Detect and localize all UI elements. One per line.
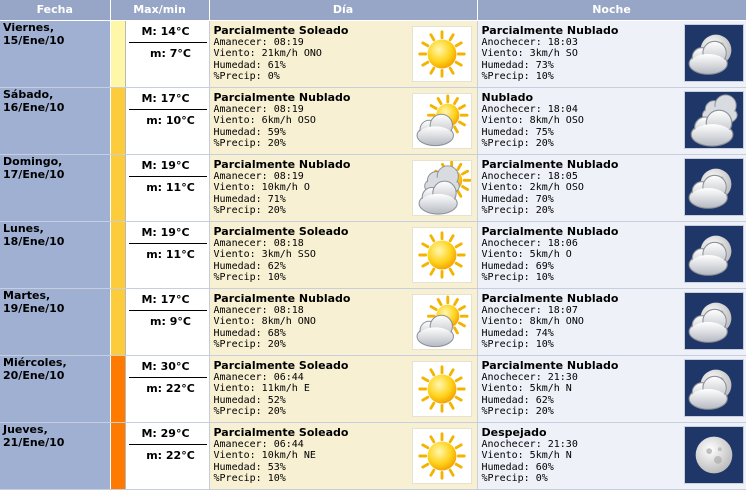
night-cell (477, 154, 746, 221)
sunrise: Amanecer: 06:44 (213, 371, 304, 383)
sunset: Anochecer: 18:07 (481, 304, 578, 316)
night-precip: %Precip: 20% (481, 205, 554, 216)
day-name: Sábado, (3, 87, 54, 101)
day-wind: Viento: 10km/h O (213, 182, 310, 193)
night-wind: Viento: 5km/h O (481, 249, 572, 260)
day-cell (209, 20, 477, 87)
temperature-color-bar (111, 88, 126, 154)
day-humidity: Humedad: 61% (213, 59, 286, 71)
night-cell (477, 355, 746, 422)
day-wind: Viento: 10km/h NE (213, 450, 316, 461)
temperature-color-bar (111, 423, 126, 489)
date-cell (0, 288, 110, 355)
night-wind: Viento: 8km/h ONO (481, 316, 584, 327)
night-humidity: Humedad: 62% (481, 394, 554, 406)
sunset: Anochecer: 21:30 (481, 438, 578, 450)
night-condition: Parcialmente Nublado (481, 224, 619, 238)
day-name: Miércoles, (3, 355, 67, 369)
min-temp: m: 9°C (150, 314, 191, 328)
day-condition: Parcialmente Soleado (213, 425, 349, 439)
max-temp: M: 14°C (129, 21, 207, 43)
moon-cloud-icon (684, 292, 744, 350)
header-day: Día (209, 0, 477, 20)
temperature-bar-cell (110, 422, 126, 489)
max-temp: M: 19°C (129, 222, 207, 244)
night-humidity: Humedad: 70% (481, 193, 554, 205)
night-cell (477, 422, 746, 489)
sunrise: Amanecer: 08:18 (213, 237, 304, 249)
forecast-row (0, 221, 746, 288)
night-humidity: Humedad: 60% (481, 461, 554, 473)
forecast-row (0, 154, 746, 221)
sun-icon (412, 361, 472, 417)
forecast-row (0, 20, 746, 87)
day-name: Viernes, (3, 20, 54, 34)
night-precip: %Precip: 10% (481, 272, 554, 283)
date-cell (0, 221, 110, 288)
night-condition: Nublado (481, 90, 534, 104)
day-condition: Parcialmente Soleado (213, 23, 349, 37)
min-temp: m: 22°C (146, 381, 195, 395)
sunrise: Amanecer: 08:19 (213, 36, 304, 48)
day-name: Jueves, (3, 422, 48, 436)
day-wind: Viento: 21km/h ONO (213, 48, 322, 59)
date-label: 18/Ene/10 (3, 234, 65, 248)
min-temp: m: 22°C (146, 448, 195, 462)
day-condition: Parcialmente Soleado (213, 358, 349, 372)
sun-icon (412, 227, 472, 283)
date-label: 21/Ene/10 (3, 435, 65, 449)
day-humidity: Humedad: 53% (213, 461, 286, 473)
forecast-row (0, 87, 746, 154)
temperature-color-bar (111, 222, 126, 288)
date-label: 15/Ene/10 (3, 33, 65, 47)
header-temps: Max/min (110, 0, 209, 20)
date-label: 17/Ene/10 (3, 167, 65, 181)
day-cell (209, 422, 477, 489)
night-precip: %Precip: 20% (481, 406, 554, 417)
moon-cloud-icon (684, 359, 744, 417)
night-wind: Viento: 3km/h SO (481, 48, 578, 59)
night-condition: Parcialmente Nublado (481, 157, 619, 171)
temperature-bar-cell (110, 288, 126, 355)
temperature-color-bar (111, 289, 126, 355)
sunrise: Amanecer: 08:18 (213, 304, 304, 316)
night-humidity: Humedad: 74% (481, 327, 554, 339)
temps-cell (126, 422, 209, 489)
day-name: Lunes, (3, 221, 44, 235)
date-cell (0, 154, 110, 221)
night-wind: Viento: 8km/h OSO (481, 115, 584, 126)
temps-cell (126, 20, 209, 87)
night-precip: %Precip: 10% (481, 339, 554, 350)
night-condition: Parcialmente Nublado (481, 291, 619, 305)
header-night: Noche (477, 0, 746, 20)
night-humidity: Humedad: 69% (481, 260, 554, 272)
header-date: Fecha (0, 0, 110, 20)
day-precip: %Precip: 10% (213, 473, 286, 484)
night-wind: Viento: 5km/h N (481, 450, 572, 461)
min-temp: m: 11°C (146, 180, 195, 194)
day-condition: Parcialmente Nublado (213, 90, 351, 104)
sun-cloud-icon (412, 93, 472, 149)
night-wind: Viento: 5km/h N (481, 383, 572, 394)
night-cell (477, 20, 746, 87)
sunrise: Amanecer: 08:19 (213, 170, 304, 182)
day-humidity: Humedad: 62% (213, 260, 286, 272)
temps-cell (126, 221, 209, 288)
temps-cell (126, 87, 209, 154)
night-precip: %Precip: 20% (481, 138, 554, 149)
date-label: 20/Ene/10 (3, 368, 65, 382)
day-precip: %Precip: 20% (213, 138, 286, 149)
day-name: Martes, (3, 288, 51, 302)
sunset: Anochecer: 18:04 (481, 103, 578, 115)
day-wind: Viento: 8km/h ONO (213, 316, 316, 327)
night-humidity: Humedad: 73% (481, 59, 554, 71)
sun-icon (412, 26, 472, 82)
day-precip: %Precip: 20% (213, 205, 286, 216)
sun-cloud-icon (412, 294, 472, 350)
temps-cell (126, 355, 209, 422)
day-wind: Viento: 6km/h OSO (213, 115, 316, 126)
max-temp: M: 29°C (129, 423, 207, 445)
day-condition: Parcialmente Soleado (213, 224, 349, 238)
cloud-sun-icon (412, 160, 472, 216)
night-condition: Parcialmente Nublado (481, 23, 619, 37)
night-humidity: Humedad: 75% (481, 126, 554, 138)
day-humidity: Humedad: 52% (213, 394, 286, 406)
temperature-bar-cell (110, 87, 126, 154)
date-cell (0, 20, 110, 87)
day-wind: Viento: 11km/h E (213, 383, 310, 394)
night-cell (477, 288, 746, 355)
temps-cell (126, 288, 209, 355)
temperature-bar-cell (110, 20, 126, 87)
max-temp: M: 19°C (129, 155, 207, 177)
moon-icon (684, 426, 744, 484)
date-label: 19/Ene/10 (3, 301, 65, 315)
day-precip: %Precip: 20% (213, 406, 286, 417)
night-precip: %Precip: 0% (481, 473, 548, 484)
day-name: Domingo, (3, 154, 63, 168)
night-condition: Parcialmente Nublado (481, 358, 619, 372)
date-cell (0, 87, 110, 154)
header-row (0, 0, 746, 20)
night-condition: Despejado (481, 425, 547, 439)
day-precip: %Precip: 0% (213, 71, 280, 82)
min-temp: m: 7°C (150, 46, 191, 60)
day-precip: %Precip: 20% (213, 339, 286, 350)
forecast-row (0, 355, 746, 422)
sunset: Anochecer: 21:30 (481, 371, 578, 383)
max-temp: M: 30°C (129, 356, 207, 378)
sunset: Anochecer: 18:06 (481, 237, 578, 249)
temperature-bar-cell (110, 355, 126, 422)
sunset: Anochecer: 18:05 (481, 170, 578, 182)
max-temp: M: 17°C (129, 88, 207, 110)
night-cell (477, 221, 746, 288)
moon-cloud-icon (684, 158, 744, 216)
day-humidity: Humedad: 68% (213, 327, 286, 339)
night-precip: %Precip: 10% (481, 71, 554, 82)
temperature-bar-cell (110, 221, 126, 288)
date-label: 16/Ene/10 (3, 100, 65, 114)
min-temp: m: 11°C (146, 247, 195, 261)
day-cell (209, 221, 477, 288)
cloud-night-icon (684, 91, 744, 149)
night-cell (477, 87, 746, 154)
temperature-bar-cell (110, 154, 126, 221)
day-wind: Viento: 3km/h SSO (213, 249, 316, 260)
day-cell (209, 355, 477, 422)
day-cell (209, 154, 477, 221)
night-wind: Viento: 2km/h OSO (481, 182, 584, 193)
day-cell (209, 87, 477, 154)
temps-cell (126, 154, 209, 221)
min-temp: m: 10°C (146, 113, 195, 127)
sunrise: Amanecer: 06:44 (213, 438, 304, 450)
moon-cloud-icon (684, 225, 744, 283)
max-temp: M: 17°C (129, 289, 207, 311)
forecast-row (0, 288, 746, 355)
day-precip: %Precip: 10% (213, 272, 286, 283)
date-cell (0, 355, 110, 422)
moon-cloud-icon (684, 24, 744, 82)
sunrise: Amanecer: 08:19 (213, 103, 304, 115)
forecast-row (0, 422, 746, 489)
temperature-color-bar (111, 21, 126, 87)
sun-icon (412, 428, 472, 484)
day-humidity: Humedad: 71% (213, 193, 286, 205)
temperature-color-bar (111, 356, 126, 422)
day-humidity: Humedad: 59% (213, 126, 286, 138)
day-cell (209, 288, 477, 355)
date-cell (0, 422, 110, 489)
day-condition: Parcialmente Nublado (213, 291, 351, 305)
temperature-color-bar (111, 155, 126, 221)
sunset: Anochecer: 18:03 (481, 36, 578, 48)
day-condition: Parcialmente Nublado (213, 157, 351, 171)
